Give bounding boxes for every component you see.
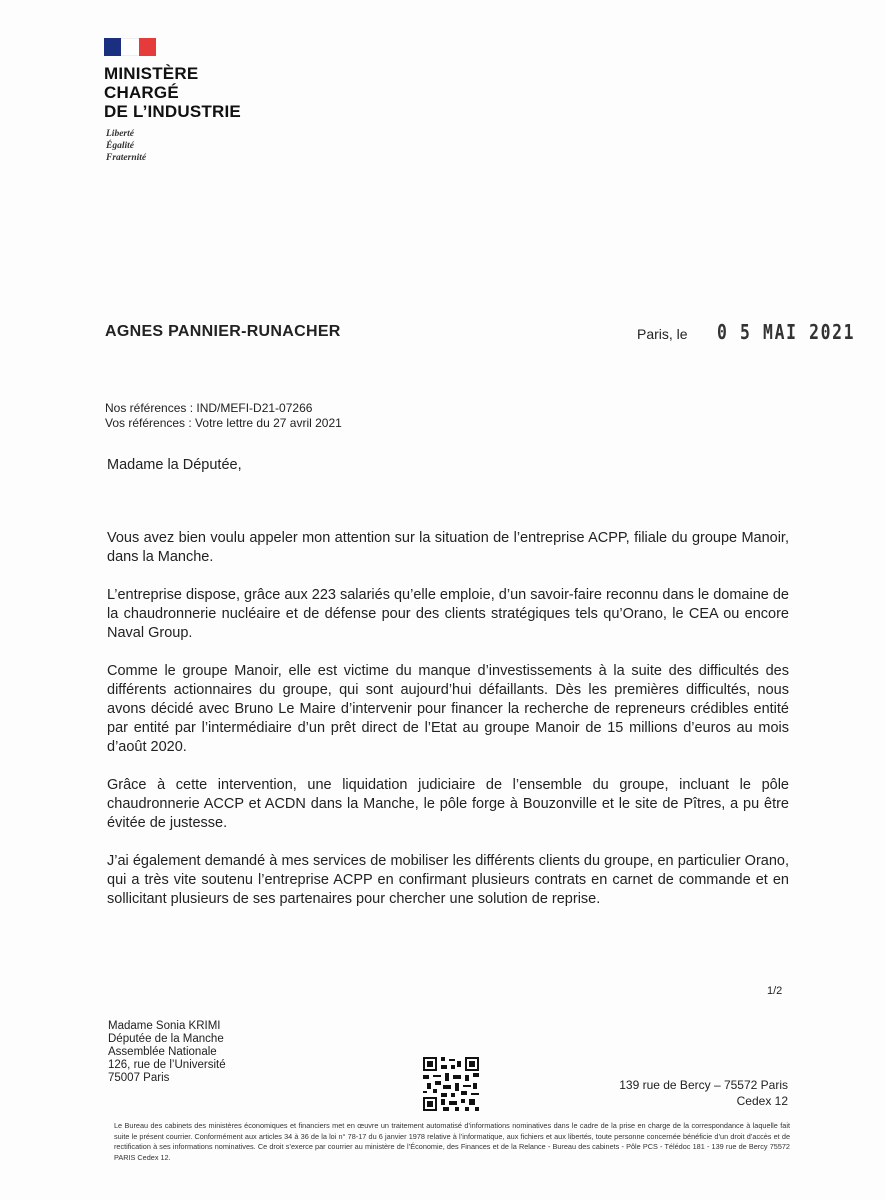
republic-motto bbox=[106, 128, 146, 164]
letter-body bbox=[107, 529, 789, 928]
ministry-name bbox=[104, 64, 241, 121]
french-flag-logo bbox=[104, 38, 156, 56]
ministry-line: DE L’INDUSTRIE bbox=[104, 102, 241, 121]
body-paragraph: Comme le groupe Manoir, elle est victime du manque d’investissements à la suite des difficultés des différents actionnaires du groupe, qui sont aujourd’hui défaillants. Dès les premières difficultés, nous avons décidé avec Bruno Le Maire d’intervenir pour financer la recherche de repreneurs crédibles entité par entité par l’intermédiaire d’un prêt direct de l’Etat au groupe Manoir de 15 millions d’euros au mois d’août 2020. bbox=[107, 663, 789, 755]
body-paragraph: J’ai également demandé à mes services de mobiliser les différents clients du groupe, en particulier Orano, qui a très vite soutenu l’entreprise ACPP en confirmant plusieurs contrats en carnet de commande et en sollicitant plusieurs de ses partenaires pour chercher une solution de reprise. bbox=[107, 853, 789, 907]
privacy-notice: Le Bureau des cabinets des ministères économiques et financiers met en œuvre un traitement automatisé d’informations nominatives dans le cadre de la prise en charge de la correspondance à laquelle fait suite le présent courrier. Conformément aux articles 34 à 36 de la loi n° 78-17 du 6 janvier 1978 relative à l’informatique, aux fichiers et aux libertés, toute personne concernée bénéficie d’un droit d’accès et de rectification à ses informations nominatives. Ce droit s’exerce par courrier au ministère de l’Économie, des Finances et de la Relance - Bureau des cabinets - Pôle PCS - Télédoc 181 - 139 rue de Bercy 75572 PARIS Cedex 12. bbox=[114, 1121, 790, 1162]
recipient-line: 75007 Paris bbox=[108, 1072, 170, 1084]
flag-blue-band bbox=[104, 38, 121, 56]
body-paragraph: Grâce à cette intervention, une liquidation judiciaire de l’ensemble du groupe, incluant le pôle chaudronnerie ACCP et ACDN dans la Manche, le pôle forge à Bouzonville et le site de Pîtres, a pu être évitée de justesse. bbox=[107, 777, 789, 831]
page-number: 1/2 bbox=[767, 985, 783, 997]
ministry-line: MINISTÈRE bbox=[104, 64, 199, 83]
body-paragraph: Vous avez bien voulu appeler mon attention sur la situation de l’entreprise ACPP, filiale du groupe Manoir, dans la Manche. bbox=[107, 530, 789, 565]
flag-white-band bbox=[121, 38, 138, 56]
your-reference: Vos références : Votre lettre du 27 avril 2021 bbox=[105, 416, 342, 430]
address-line: Cedex 12 bbox=[736, 1094, 788, 1108]
place-label: Paris, le bbox=[637, 326, 688, 342]
recipient-line: 126, rue de l’Université bbox=[108, 1059, 226, 1071]
recipient-line: Madame Sonia KRIMI bbox=[108, 1020, 221, 1032]
signatory-name: AGNES PANNIER-RUNACHER bbox=[105, 323, 341, 340]
flag-red-band bbox=[139, 38, 156, 56]
motto-line: Liberté bbox=[106, 129, 134, 139]
address-line: 139 rue de Bercy – 75572 Paris bbox=[619, 1078, 788, 1092]
body-paragraph: L’entreprise dispose, grâce aux 223 salariés qu’elle emploie, d’un savoir-faire reconnu dans le domaine de la chaudronnerie nucléaire et de défense pour des clients stratégiques tels qu’Orano, le CEA ou encore Naval Group. bbox=[107, 587, 789, 641]
qr-code bbox=[423, 1057, 479, 1111]
references bbox=[105, 401, 342, 431]
ministry-address bbox=[612, 1077, 788, 1109]
our-reference: Nos références : IND/MEFI-D21-07266 bbox=[105, 401, 313, 415]
recipient-line: Députée de la Manche bbox=[108, 1033, 224, 1045]
ministry-line: CHARGÉ bbox=[104, 83, 179, 102]
motto-line: Fraternité bbox=[106, 153, 147, 163]
recipient-line: Assemblée Nationale bbox=[108, 1046, 217, 1058]
salutation: Madame la Députée, bbox=[107, 457, 242, 473]
motto-line: Égalité bbox=[106, 141, 134, 151]
recipient-address bbox=[108, 1020, 226, 1085]
date-stamp: 0 5 MAI 2021 bbox=[717, 320, 856, 344]
